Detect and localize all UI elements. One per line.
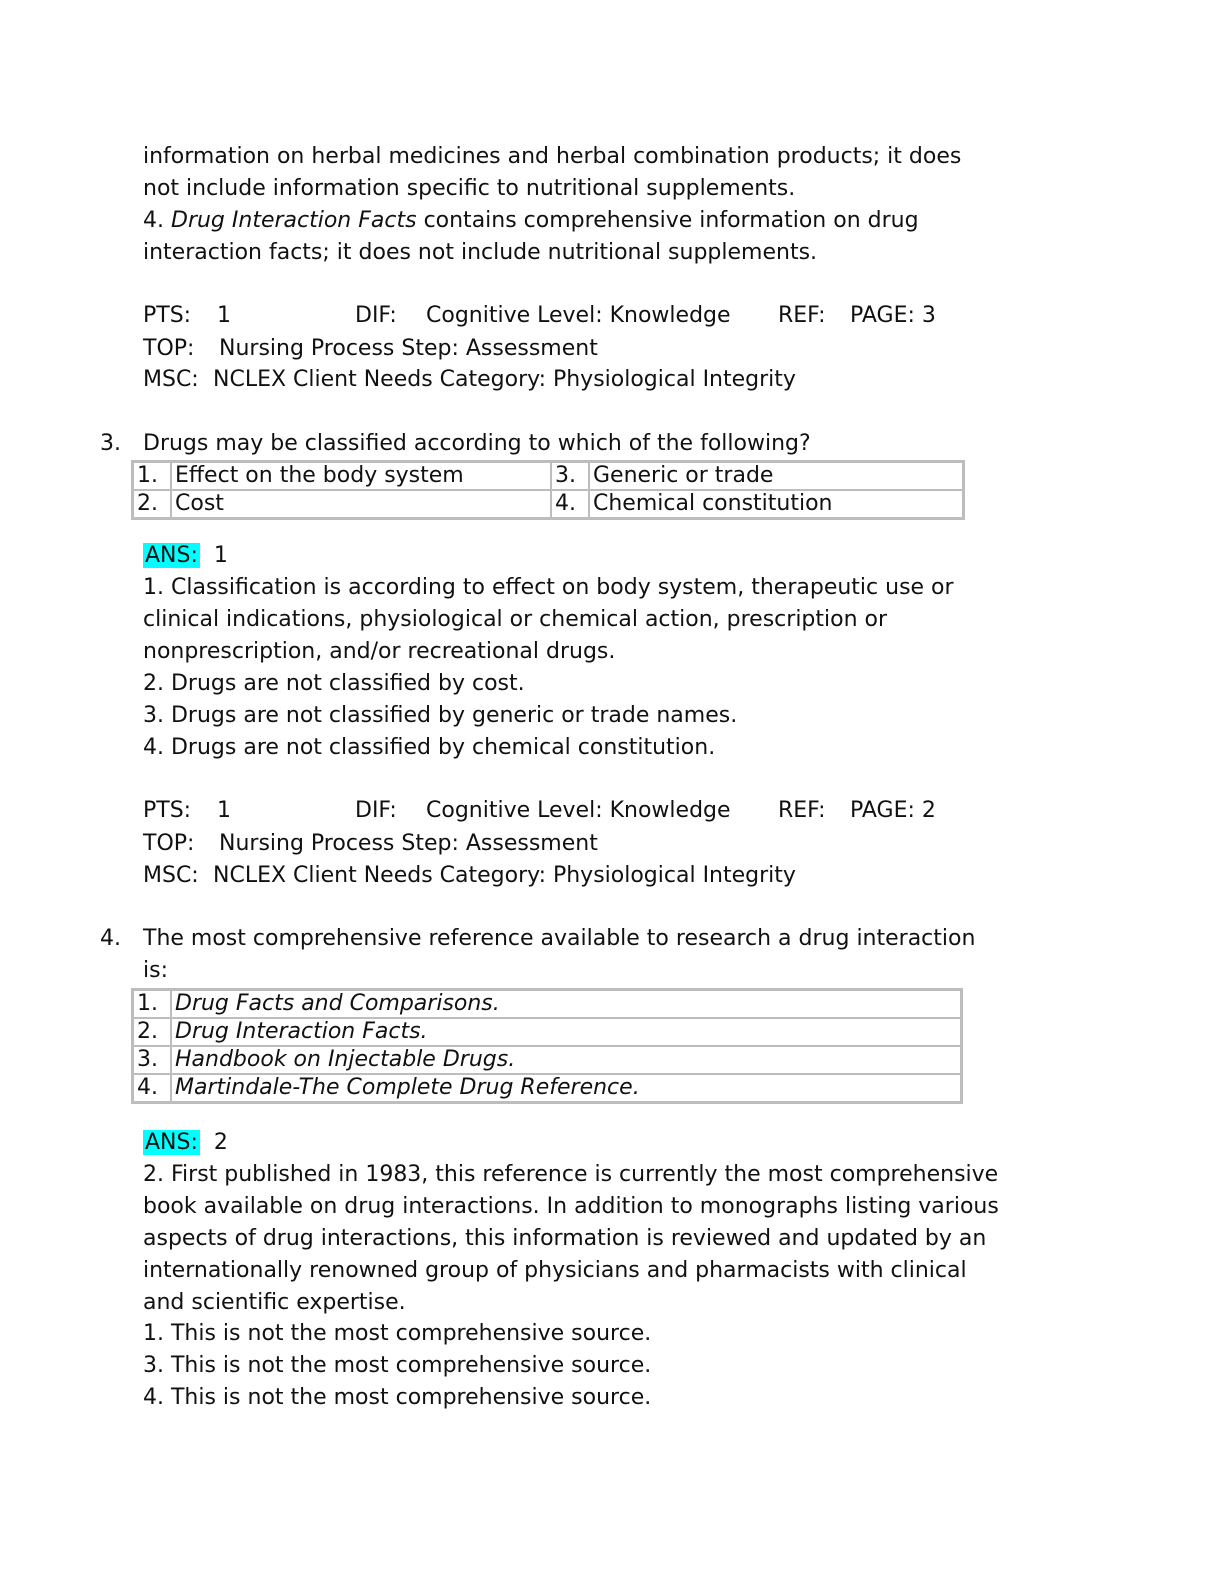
- option-number: 3.: [133, 1046, 172, 1074]
- rationale-line: 4. Drugs are not classified by chemical constitution.: [143, 735, 716, 760]
- question-stem: is:: [143, 958, 168, 983]
- rationale-line: 3. Drugs are not classified by generic or trade names.: [143, 703, 738, 728]
- meta-row: [143, 828, 598, 860]
- answer-line: [143, 540, 228, 572]
- meta-row: [143, 795, 936, 827]
- rationale-line: information on herbal medicines and herbal combination products; it does: [143, 144, 962, 169]
- rationale-line: 2. First published in 1983, this reference is currently the most comprehensive: [143, 1162, 999, 1187]
- book-title: Drug Interaction Facts: [171, 208, 417, 233]
- rationale-line: 1. Classification is according to effect on body system, therapeutic use or: [143, 575, 954, 600]
- msc-label: MSC:: [143, 367, 199, 392]
- answer-options-table: [131, 460, 965, 520]
- option-number: 1.: [133, 462, 172, 491]
- pts-label: PTS:: [143, 798, 192, 823]
- question-stem: Drugs may be classified according to which of the following?: [143, 431, 811, 456]
- question-number: 4.: [100, 926, 121, 951]
- question-number: 3.: [100, 431, 121, 456]
- dif-value: Cognitive Level: Knowledge: [426, 798, 731, 823]
- pts-label: PTS:: [143, 303, 192, 328]
- answer-label: ANS:: [145, 1130, 198, 1155]
- option-text: Chemical constitution: [589, 490, 964, 519]
- rationale-line: nonprescription, and/or recreational drugs.: [143, 639, 616, 664]
- ref-label: REF:: [778, 798, 826, 823]
- option-number: 3.: [551, 462, 589, 491]
- rationale-line: internationally renowned group of physicians and pharmacists with clinical: [143, 1258, 967, 1283]
- rationale-line: 2. Drugs are not classified by cost.: [143, 671, 525, 696]
- msc-value: NCLEX Client Needs Category: Physiological Integrity: [213, 367, 796, 392]
- meta-row: [143, 300, 936, 332]
- answer-line: [143, 1127, 228, 1159]
- option-text: Drug Facts and Comparisons.: [171, 990, 962, 1019]
- msc-value: NCLEX Client Needs Category: Physiological Integrity: [213, 863, 796, 888]
- option-text: Cost: [171, 490, 551, 519]
- rationale-line: 3. This is not the most comprehensive source.: [143, 1353, 652, 1378]
- top-label: TOP:: [143, 831, 195, 856]
- answer-label: ANS:: [145, 543, 198, 568]
- rationale-line: clinical indications, physiological or chemical action, prescription or: [143, 607, 888, 632]
- answer-value: 2: [213, 1130, 228, 1155]
- option-text: Drug Interaction Facts.: [171, 1018, 962, 1046]
- msc-label: MSC:: [143, 863, 199, 888]
- rationale-line: aspects of drug interactions, this information is reviewed and updated by an: [143, 1226, 987, 1251]
- ref-value: PAGE: 2: [850, 798, 936, 823]
- rationale-line: book available on drug interactions. In addition to monographs listing various: [143, 1194, 999, 1219]
- option-number: 2.: [133, 1018, 172, 1046]
- top-value: Nursing Process Step: Assessment: [219, 336, 598, 361]
- option-number: 4.: [551, 490, 589, 519]
- pts-value: 1: [217, 303, 231, 328]
- dif-label: DIF:: [355, 798, 397, 823]
- rationale-number: 4.: [143, 208, 164, 233]
- rationale-line: 1. This is not the most comprehensive source.: [143, 1321, 652, 1346]
- meta-row: [143, 333, 598, 365]
- rationale-line: interaction facts; it does not include nutritional supplements.: [143, 240, 818, 265]
- option-number: 2.: [133, 490, 172, 519]
- answer-options-table: [131, 988, 963, 1104]
- ref-value: PAGE: 3: [850, 303, 936, 328]
- top-value: Nursing Process Step: Assessment: [219, 831, 598, 856]
- question-stem: The most comprehensive reference available to research a drug interaction: [143, 926, 976, 951]
- dif-label: DIF:: [355, 303, 397, 328]
- option-number: 4.: [133, 1074, 172, 1103]
- pts-value: 1: [217, 798, 231, 823]
- ref-label: REF:: [778, 303, 826, 328]
- dif-value: Cognitive Level: Knowledge: [426, 303, 731, 328]
- rationale-line: 4. This is not the most comprehensive source.: [143, 1385, 652, 1410]
- rationale-line: not include information specific to nutritional supplements.: [143, 176, 796, 201]
- option-text: Martindale-The Complete Drug Reference.: [171, 1074, 962, 1103]
- rationale-line: and scientific expertise.: [143, 1290, 406, 1315]
- option-text: Handbook on Injectable Drugs.: [171, 1046, 962, 1074]
- option-text: Generic or trade: [589, 462, 964, 491]
- option-number: 1.: [133, 990, 172, 1019]
- rationale-text: contains comprehensive information on drug: [423, 208, 919, 233]
- rationale-line: [143, 205, 919, 237]
- answer-value: 1: [213, 543, 228, 568]
- meta-row: [143, 364, 796, 396]
- meta-row: [143, 860, 796, 892]
- option-text: Effect on the body system: [171, 462, 551, 491]
- top-label: TOP:: [143, 336, 195, 361]
